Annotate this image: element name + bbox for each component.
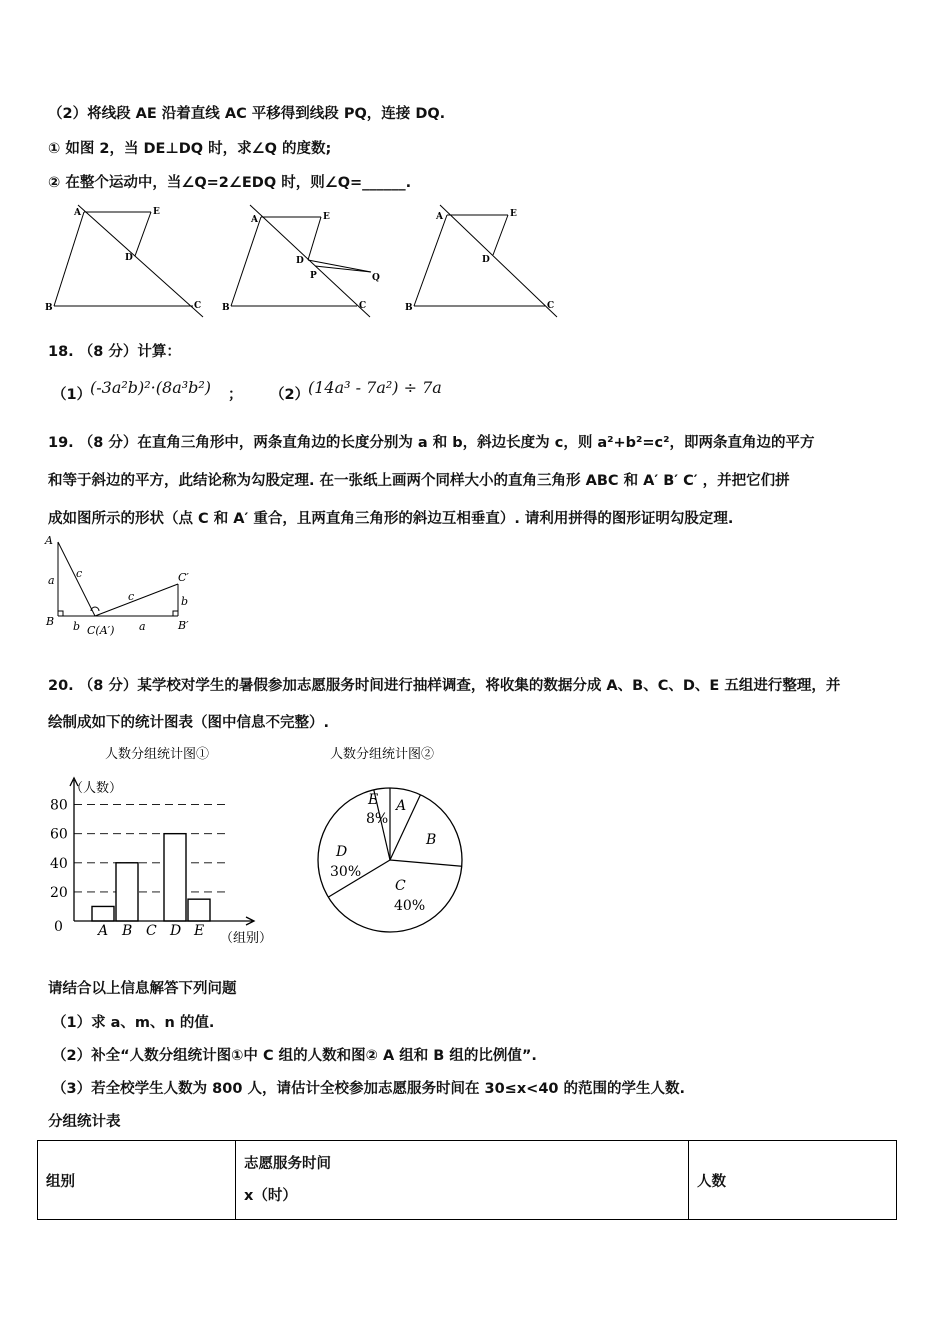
- fig19-label-a-side: a: [48, 574, 55, 587]
- bar-ytick-label: 20: [50, 884, 68, 901]
- bar-chart-title: 人数分组统计图①: [105, 747, 210, 762]
- fig2-label-q: Q: [372, 273, 380, 283]
- q18-part-1-end: ；: [228, 387, 243, 403]
- pie-slice-percent-c: 40%: [394, 898, 426, 914]
- bar-ytick-label: 60: [50, 826, 68, 843]
- group-stats-table: [37, 1140, 897, 1220]
- pie-slice-label-c: C: [395, 878, 406, 894]
- part2-intro: （2）将线段 AE 沿着直线 AC 平移得到线段 PQ，连接 DQ.: [48, 106, 446, 122]
- header-count: 人数: [689, 1141, 897, 1220]
- bar-ytick-label: 80: [50, 797, 68, 814]
- fig19-label-a-bottom: a: [139, 620, 146, 633]
- q20-prompt: 请结合以上信息解答下列问题: [48, 981, 237, 997]
- fig19-label-c-prime: C′: [178, 571, 189, 584]
- bar-a: [92, 906, 114, 921]
- pie-slice-label-a: A: [396, 798, 407, 814]
- fig3-label-b: B: [405, 303, 413, 313]
- fig1-label-e: E: [153, 207, 160, 217]
- pie-slice-label-d: D: [336, 844, 348, 860]
- q20-line-1: 20. （8 分）某学校对学生的暑假参加志愿服务时间进行抽样调查，将收集的数据分成 A、B、C、D、E 五组进行整理，并: [48, 678, 841, 694]
- q19-line-3: 成如图所示的形状（点 C 和 A′ 重合，且两直角三角形的斜边互相垂直）. 请利用拼得的图形证明勾股定理.: [48, 511, 734, 527]
- fig2-label-b: B: [222, 303, 230, 313]
- fig2-label-e: E: [323, 212, 330, 222]
- header-time: [236, 1141, 689, 1220]
- header-time-line-2: x（时）: [244, 1188, 297, 1204]
- fig2-label-a: A: [251, 215, 258, 225]
- bar-category-label: B: [122, 923, 133, 939]
- bar-chart: [40, 738, 290, 948]
- bar-e: [188, 899, 210, 921]
- pie-slice-label-e: E: [368, 792, 379, 808]
- table-header-row: [38, 1141, 897, 1220]
- fig3-label-d: D: [482, 255, 490, 265]
- fig3-label-c: C: [547, 301, 555, 311]
- part2-question-2: ② 在整个运动中，当∠Q=2∠EDQ 时，则∠Q=______.: [48, 175, 412, 191]
- q20-sub-1: （1）求 a、m、n 的值.: [52, 1015, 215, 1031]
- fig1-label-c: C: [194, 301, 202, 311]
- fig19-label-a: A: [45, 534, 53, 547]
- bar-chart-ylabel: （人数）: [70, 781, 123, 796]
- fig2-label-c: C: [359, 301, 367, 311]
- pie-slice-percent-e: 8%: [366, 811, 389, 827]
- table-title: 分组统计表: [48, 1114, 121, 1130]
- header-time-line-1: 志愿服务时间: [244, 1156, 331, 1172]
- q20-sub-3: （3）若全校学生人数为 800 人，请估计全校参加志愿服务时间在 30≤x<40 的范围的学生人数.: [52, 1081, 686, 1097]
- part2-question-1: ① 如图 2，当 DE⊥DQ 时，求∠Q 的度数;: [48, 141, 332, 157]
- q20-sub-2: （2）补全“人数分组统计图①中 C 组的人数和图② A 组和 B 组的比例值”.: [52, 1048, 537, 1064]
- q18-part-2-label: （2）: [270, 387, 310, 403]
- fig19-label-c-left: c: [76, 567, 83, 580]
- q18-part-1-label: （1）: [52, 387, 92, 403]
- fig19-label-b-prime: B′: [178, 619, 189, 632]
- fig3-label-a: A: [436, 212, 443, 222]
- q18-part-2-expression: (14a³ - 7a²) ÷ 7a: [308, 378, 442, 397]
- bar-category-label: E: [194, 923, 205, 939]
- q18-part-1-expression: (-3a²b)²·(8a³b²): [90, 378, 212, 397]
- q18-title: 18. （8 分）计算：: [48, 344, 181, 360]
- fig2-label-p: P: [310, 271, 317, 281]
- bar-ytick-label: 0: [54, 919, 63, 935]
- fig1-label-d: D: [125, 253, 133, 263]
- fig3-label-e: E: [510, 209, 517, 219]
- q19-line-1: 19. （8 分）在直角三角形中，两条直角边的长度分别为 a 和 b，斜边长度为 c，则 a²+b²=c²，即两条直角边的平方: [48, 435, 815, 451]
- fig1-label-b: B: [45, 303, 53, 313]
- fig19-label-c-point: C(A′): [87, 624, 115, 637]
- pie-slice-label-b: B: [426, 832, 437, 848]
- header-group: 组别: [38, 1141, 236, 1220]
- bar-ytick-label: 40: [50, 855, 68, 872]
- fig19-label-b-right: b: [181, 595, 189, 608]
- bar-category-label: D: [170, 923, 182, 939]
- q19-line-2: 和等于斜边的平方，此结论称为勾股定理. 在一张纸上画两个同样大小的直角三角形 ABC 和 A′ B′ C′ ，并把它们拼: [48, 473, 790, 489]
- bar-b: [116, 863, 138, 921]
- fig19-label-b: B: [46, 615, 55, 628]
- geometry-figures: [0, 200, 950, 320]
- fig2-label-d: D: [296, 256, 304, 266]
- bar-category-label: A: [98, 923, 109, 939]
- fig19-label-b-bottom: b: [73, 620, 81, 633]
- fig19-label-c-right: c: [128, 590, 135, 603]
- pie-chart: [310, 738, 480, 938]
- q20-line-2: 绘制成如下的统计图表（图中信息不完整）.: [48, 715, 330, 731]
- fig1-label-a: A: [74, 208, 81, 218]
- pythagoras-figure: [40, 532, 200, 642]
- pie-slice-percent-d: 30%: [330, 864, 362, 880]
- bar-d: [164, 834, 186, 921]
- bar-category-label: C: [146, 923, 157, 939]
- bar-chart-xlabel: （组别）: [220, 931, 273, 946]
- pie-chart-title: 人数分组统计图②: [330, 747, 435, 762]
